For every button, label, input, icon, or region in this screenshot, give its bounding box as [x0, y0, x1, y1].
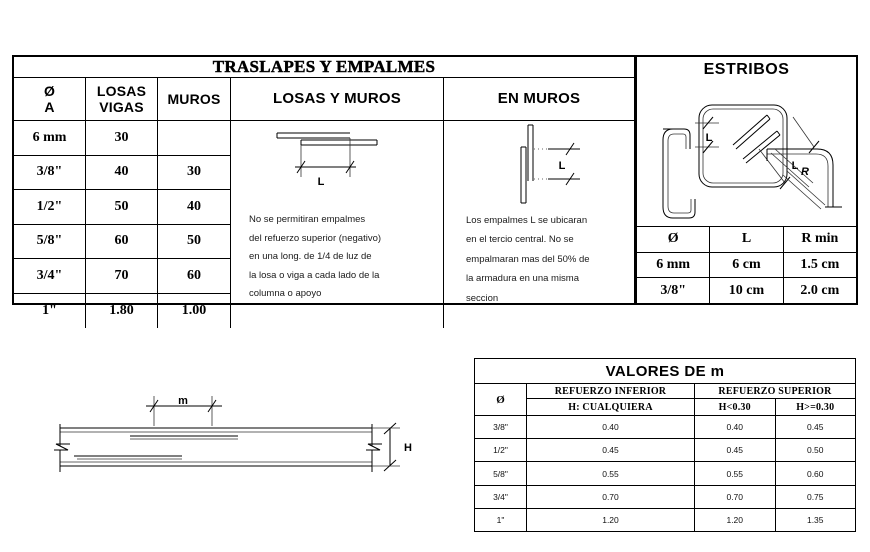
- column-en-muros: [444, 78, 634, 328]
- valores-header-superior-sub-row: [695, 399, 855, 415]
- table-row: 5/8": [14, 225, 85, 260]
- table-row: 40: [158, 190, 230, 225]
- table-row: 3/4": [14, 259, 85, 294]
- valores-cell-diameter: 5/8": [475, 462, 527, 484]
- estribos-header-rmin: R min: [801, 231, 839, 247]
- valores-header-inferior-sub: H: CUALQUIERA: [568, 401, 653, 413]
- estribos-cell-L: 10 cm: [710, 278, 783, 303]
- valores-cell-diameter: 1": [475, 509, 527, 531]
- traslapes-title: TRASLAPES Y EMPALMES: [14, 57, 634, 78]
- estribos-header-row: [637, 227, 856, 253]
- table-row: 3/8": [14, 156, 85, 191]
- header-en-muros-label: EN MUROS: [497, 90, 581, 108]
- en-muros-content: [444, 121, 634, 371]
- note-line: empalmaran mas del 50% de: [466, 253, 590, 265]
- column-diameter: [14, 78, 86, 328]
- estribos-panel: [636, 55, 858, 305]
- header-diameter-line2: A: [44, 99, 55, 115]
- table-row: [475, 509, 855, 531]
- estribos-cell-diameter: 6 mm: [637, 253, 710, 278]
- note-line: columna o apoyo: [249, 288, 322, 300]
- valores-title: VALORES DE m: [475, 359, 855, 384]
- table-row: 30: [86, 121, 157, 156]
- header-losas-vigas: [86, 78, 157, 121]
- valores-header-row: [475, 384, 855, 416]
- table-row: 70: [86, 259, 157, 294]
- table-row: 60: [86, 225, 157, 260]
- note-line: la losa o viga a cada lado de la: [249, 269, 380, 281]
- header-muros-label: MUROS: [167, 90, 221, 107]
- table-row: 30: [158, 156, 230, 191]
- en-muros-note: [444, 207, 634, 308]
- dimension-label-L: L: [558, 160, 566, 172]
- estribos-header-L: L: [710, 227, 783, 252]
- table-row: 6 mm: [14, 121, 85, 156]
- estribos-table-grid: [637, 227, 856, 303]
- valores-cell-inferior: 0.40: [527, 416, 695, 438]
- valores-cell-diameter: 3/8": [475, 416, 527, 438]
- table-row: 60: [158, 259, 230, 294]
- valores-header-superior-group: [695, 384, 855, 415]
- table-row: 1.80: [109, 302, 134, 318]
- valores-header-superior: REFUERZO SUPERIOR: [695, 384, 855, 399]
- estribos-cell-diameter: 3/8": [637, 278, 710, 303]
- note-line: la armadura en una misma: [466, 273, 579, 285]
- estribos-cell-rmin: 2.0 cm: [800, 282, 840, 298]
- note-line: Los empalmes L se ubicaran: [466, 215, 588, 226]
- header-losas-y-muros: [231, 78, 443, 121]
- beam-elevation-diagram: [52, 378, 452, 488]
- valores-cell-superior-lt: 1.20: [695, 509, 776, 531]
- valores-cell-inferior: 0.45: [527, 439, 695, 461]
- valores-header-inferior-group: [527, 384, 695, 415]
- table-row: 50: [158, 225, 230, 260]
- valores-cell-superior-ge: 0.50: [806, 445, 824, 456]
- table-row: [158, 121, 230, 156]
- dimension-label-L: L: [705, 132, 713, 144]
- lap-splice-diagram: [231, 121, 443, 207]
- column-losas-vigas: [86, 78, 158, 328]
- valores-cell-superior-lt: 0.70: [695, 486, 776, 508]
- valores-header-inferior-sub-row: [527, 399, 694, 415]
- valores-cell-inferior: 0.70: [527, 486, 695, 508]
- dimension-label-H: H: [404, 442, 412, 454]
- note-line: No se permitiran empalmes: [249, 214, 366, 225]
- table-row: 50: [86, 190, 157, 225]
- valores-header-superior-sub1: H<0.30: [695, 399, 776, 415]
- traslapes-table-body: [14, 78, 634, 328]
- traslapes-y-empalmes-table: [12, 55, 636, 318]
- valores-cell-inferior: 0.55: [527, 462, 695, 484]
- valores-cell-superior-ge: 0.45: [806, 422, 824, 433]
- dimension-label-m: m: [178, 395, 188, 407]
- valores-de-m-table: [474, 358, 856, 532]
- valores-cell-superior-ge: 1.35: [806, 514, 824, 525]
- table-row: 1.00: [181, 302, 207, 318]
- column-losas-y-muros: [231, 78, 444, 328]
- valores-cell-diameter: 1/2": [475, 439, 527, 461]
- estribos-cell-L: 6 cm: [710, 253, 783, 278]
- dimension-label-L: L: [317, 176, 325, 188]
- header-muros: [158, 78, 230, 121]
- wall-splice-diagram: [444, 121, 634, 207]
- header-losas-line2: VIGAS: [99, 99, 144, 115]
- table-row: [475, 439, 855, 462]
- note-line: en el tercio central. No se: [466, 234, 574, 246]
- header-diameter-line1: Ø: [43, 82, 56, 99]
- table-row: [637, 278, 856, 303]
- valores-body: [475, 416, 855, 531]
- header-losas-y-muros-label: LOSAS Y MUROS: [273, 90, 401, 108]
- header-diameter: [14, 78, 85, 121]
- losas-y-muros-note: [231, 207, 443, 304]
- table-row: 1/2": [14, 190, 85, 225]
- table-row: [475, 416, 855, 439]
- table-row: 1": [42, 302, 57, 318]
- valores-cell-superior-lt: 0.45: [695, 439, 776, 461]
- valores-cell-superior-lt: 0.55: [695, 462, 776, 484]
- dimension-label-R: R: [801, 166, 809, 178]
- valores-header-superior-sub2: H>=0.30: [796, 401, 835, 413]
- estribos-title: ESTRIBOS: [703, 61, 790, 78]
- dimension-label-L: L: [791, 160, 799, 172]
- valores-header-inferior: REFUERZO INFERIOR: [527, 384, 694, 399]
- valores-cell-superior-ge: 0.75: [806, 491, 824, 502]
- column-muros: [158, 78, 231, 328]
- header-en-muros: [444, 78, 634, 121]
- valores-header-diameter: Ø: [475, 384, 527, 415]
- losas-y-muros-content: [231, 121, 443, 371]
- valores-cell-superior-ge: 0.60: [806, 468, 824, 479]
- table-row: 40: [86, 156, 157, 191]
- note-line: seccion: [466, 292, 499, 304]
- estribos-cell-rmin: 1.5 cm: [800, 257, 840, 272]
- valores-cell-diameter: 3/4": [475, 486, 527, 508]
- valores-cell-superior-lt: 0.40: [695, 416, 776, 438]
- estribos-figures: [637, 83, 856, 227]
- table-row: [475, 486, 855, 509]
- note-line: del refuerzo superior (negativo): [249, 232, 382, 244]
- estribos-header-diameter: Ø: [637, 227, 710, 252]
- table-row: [475, 462, 855, 485]
- table-row: [637, 253, 856, 279]
- valores-cell-inferior: 1.20: [527, 509, 695, 531]
- header-losas-line1: LOSAS: [96, 82, 147, 99]
- note-line: en una long. de 1/4 de luz de: [249, 251, 372, 263]
